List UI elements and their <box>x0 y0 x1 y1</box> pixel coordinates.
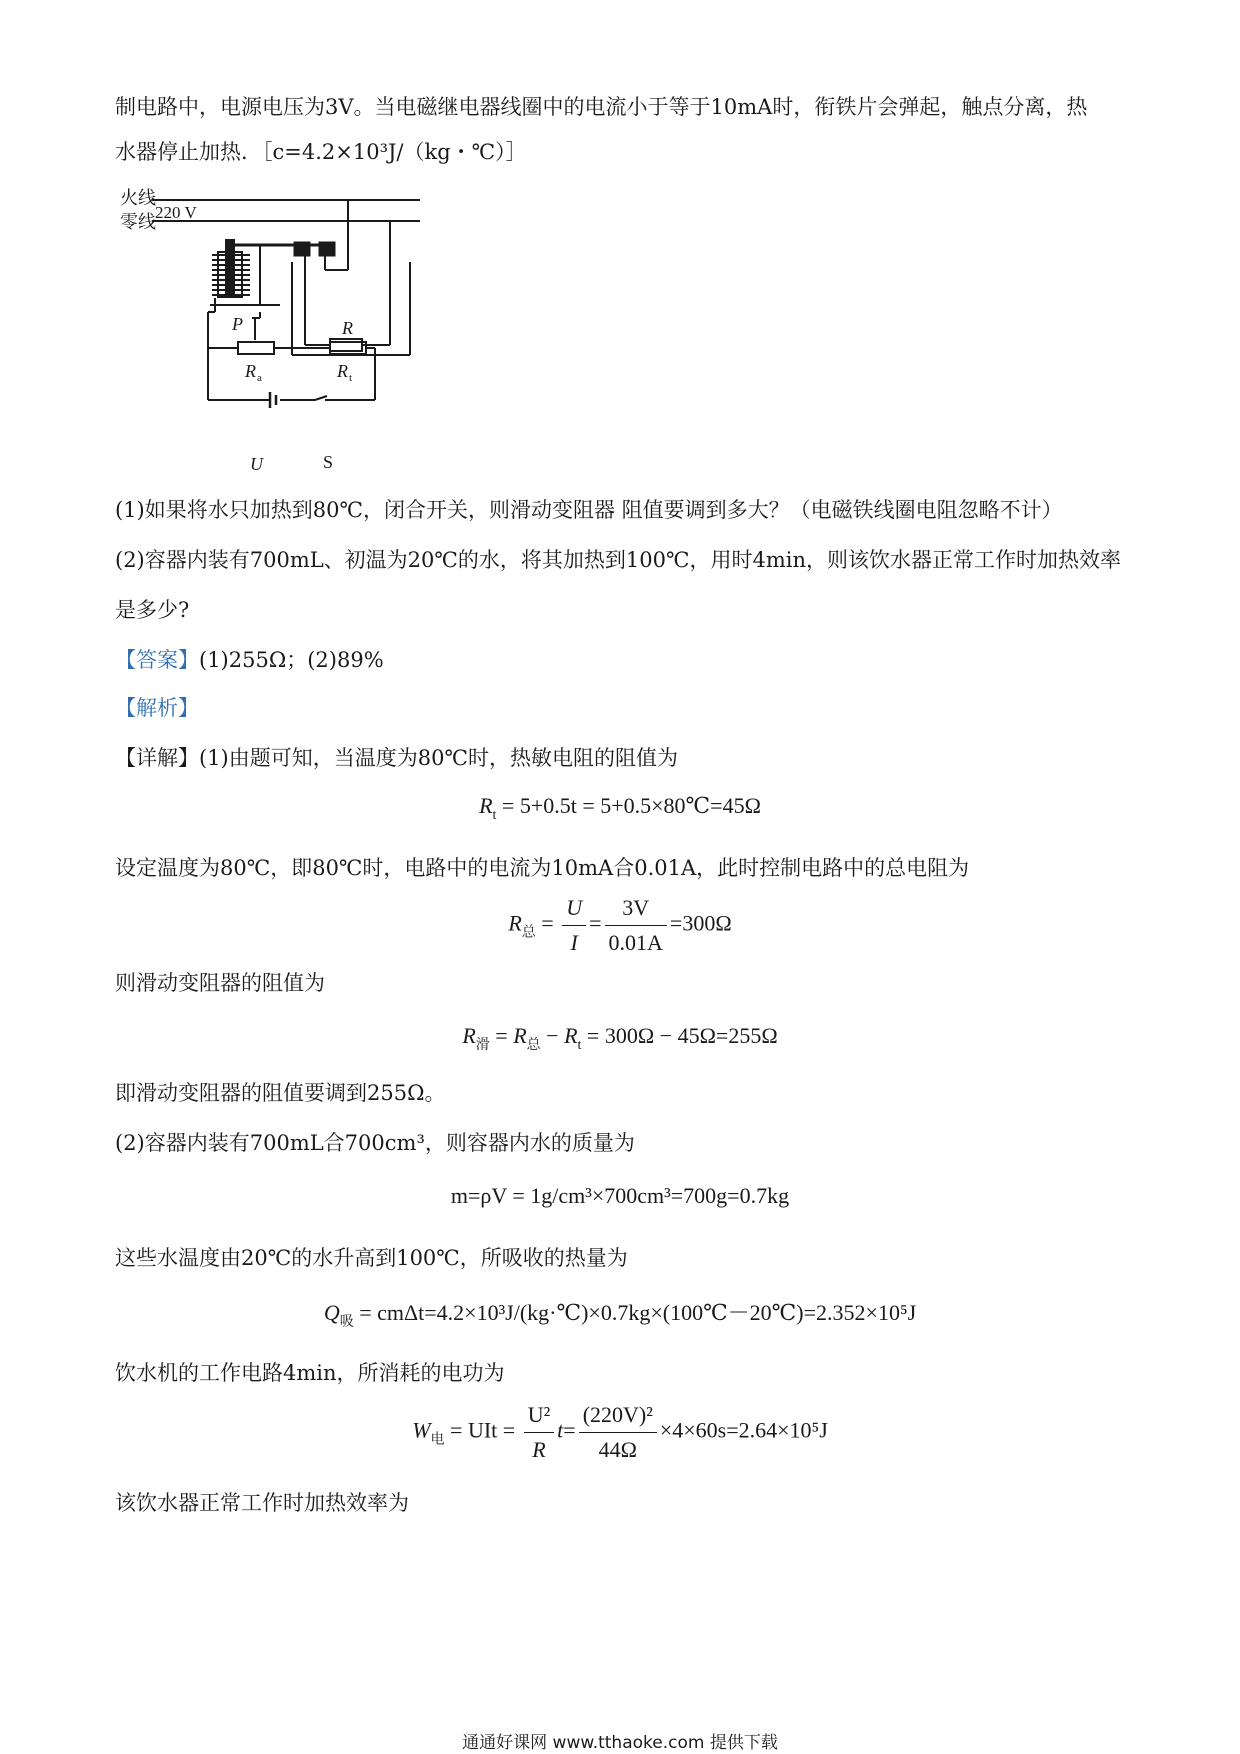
eq6-uit: = UIt = <box>450 1417 516 1443</box>
eq6-tail: ×4×60s=2.64×10⁵J <box>659 1417 828 1443</box>
analysis-tag: 【解析】 <box>115 696 199 720</box>
paragraph-total-resistance: 设定温度为80℃，即80℃时，电路中的电流为10mA合0.01A，此时控制电路中的总电阻为 <box>115 856 970 880</box>
eq2-numerator-3V: 3V <box>605 893 667 926</box>
circuit-diagram <box>120 188 480 475</box>
armature <box>228 243 334 255</box>
answer-text: (1)255Ω；(2)89% <box>199 648 384 672</box>
equation-mass: m=ρV = 1g/cm³×700cm³=700g=0.7kg <box>450 1183 790 1208</box>
equation-rheostat: $R_滑 = R_总 - R_t = 300\Omega - 45\Omega=255\Omega$ <box>462 1023 778 1053</box>
label-Ra-sub: a <box>257 372 262 384</box>
paragraph-heat: 这些水温度由20℃的水升高到100℃，所吸收的热量为 <box>115 1246 628 1270</box>
intro-line-2: 水器停止加热．［c=4.2×10³J/（kg・℃）］ <box>115 140 527 164</box>
question-1: (1)如果将水只加热到80℃，闭合开关，则滑动变阻器 阻值要调到多大？（电磁铁线圈电阻忽略不计） <box>115 498 1063 522</box>
thermistor-Rt <box>330 342 366 354</box>
eq2-result: =300Ω <box>669 910 732 936</box>
paragraph-rheostat-result: 即滑动变阻器的阻值要调到255Ω。 <box>115 1081 446 1105</box>
detail-intro: (1)由题可知，当温度为80℃时，热敏电阻的阻值为 <box>199 746 678 770</box>
eq2-numerator-U: U <box>566 895 583 920</box>
equation-heat-body: = cmΔt=4.2×10³J/(kg·℃)×0.7kg×(100℃－20℃)=2.352×10⁵J <box>359 1300 917 1325</box>
equation-rt: $R_t = 5+0.5t$ = 5+0.5×80℃=45Ω <box>479 793 761 823</box>
answer-line <box>115 645 384 675</box>
intro-line-1: 制电路中，电源电压为3V。当电磁继电器线圈中的电流小于等于10mA时，衔铁片会弹起，触点分离，热 <box>115 95 1088 119</box>
equation-total-resistance: $R_总$ = $\frac{U}{I}$ = $\frac{3V}{0.01A}$ =300Ω <box>0 893 1240 958</box>
label-P: P <box>232 314 243 334</box>
detail-tag: 【详解】 <box>115 746 199 770</box>
eq6-numerator-220V: (220V)² <box>579 1400 657 1433</box>
voltage-label: 220 V <box>155 203 197 222</box>
eq6-denominator-44: 44Ω <box>598 1437 637 1462</box>
eq6-denominator-R: R <box>532 1437 546 1462</box>
paragraph-work: 饮水机的工作电路4min，所消耗的电功为 <box>115 1361 505 1385</box>
equation-work: $W_电$ = UIt = $\frac{\text{U²}}{R}$ t= $\frac{\text{(220V)²}}{44\Omega}$ ×4×60s=2.64×10⁵J <box>0 1400 1240 1465</box>
analysis-line <box>115 693 199 723</box>
equation-heat: $Q_吸$ = cmΔt=4.2×10³J/(kg·℃)×0.7kg×(100℃－20℃)=2.352×10⁵J <box>323 1300 917 1330</box>
footer-source: 通通好课网 www.tthaoke.com 提供下载 <box>462 1733 778 1753</box>
paragraph-rheostat: 则滑动变阻器的阻值为 <box>115 971 325 995</box>
question-2-line-1: (2)容器内装有700mL、初温为20℃的水，将其加热到100℃，用时4min，则该饮水器正常工作时加热效率 <box>115 548 1121 572</box>
live-wire-label: 火线 <box>120 188 156 208</box>
label-Rt-sub: t <box>349 372 353 384</box>
label-Ra: R <box>245 361 256 381</box>
eq6-numerator-U2: U² <box>524 1400 554 1433</box>
detail-intro-line <box>115 743 678 773</box>
eq2-denominator-I: I <box>570 930 578 955</box>
label-R: R <box>342 318 353 338</box>
question-2-line-2: 是多少? <box>115 598 190 622</box>
eq2-denominator-001A: 0.01A <box>608 930 663 955</box>
equation-rheostat-body: = 300Ω − 45Ω=255Ω <box>586 1023 778 1048</box>
label-S: S <box>323 452 334 472</box>
heater-resistor <box>330 339 362 351</box>
neutral-wire-label: 零线 <box>120 212 156 232</box>
paragraph-water-volume: (2)容器内装有700mL合700cm³，则容器内水的质量为 <box>115 1131 635 1155</box>
paragraph-efficiency: 该饮水器正常工作时加热效率为 <box>115 1491 409 1515</box>
label-Rt: R <box>337 361 348 381</box>
answer-tag: 【答案】 <box>115 648 199 672</box>
label-U: U <box>250 454 263 474</box>
electromagnet-coil <box>212 240 250 297</box>
equation-rt-body: = 5+0.5t = 5+0.5×80℃=45Ω <box>501 793 761 818</box>
rheostat-Ra <box>238 342 274 354</box>
